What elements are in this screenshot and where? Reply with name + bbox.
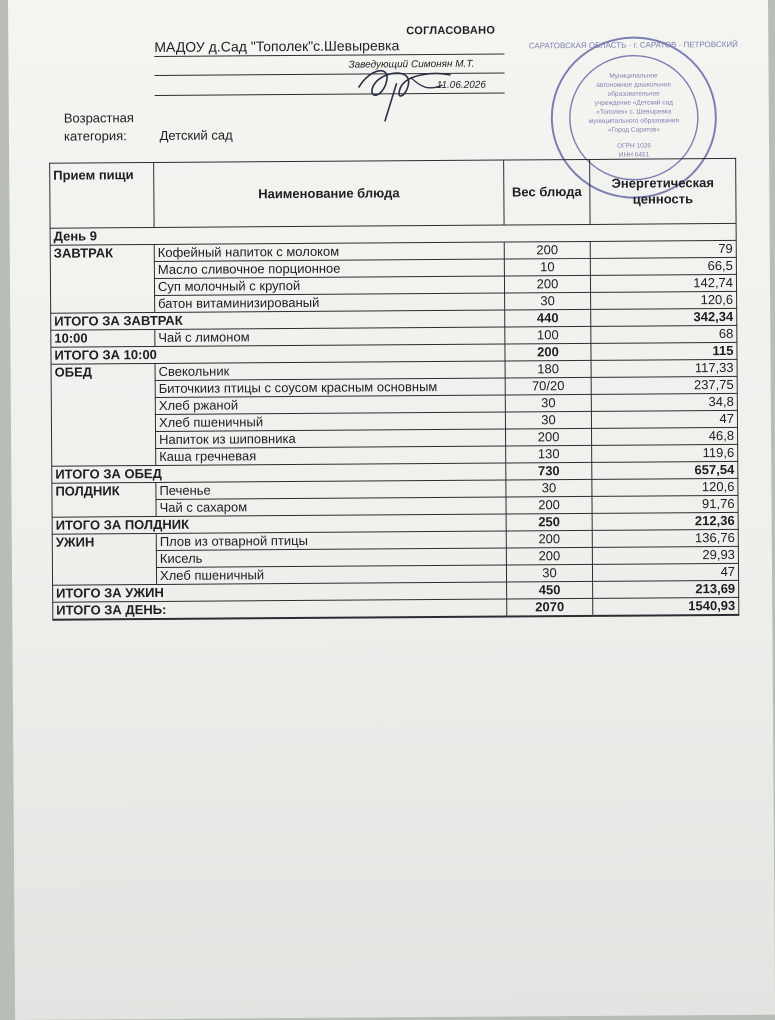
meal-total-label: ИТОГО ЗА УЖИН xyxy=(53,582,507,602)
dish-energy: 79 xyxy=(590,240,736,258)
dish-name: Чай с сахаром xyxy=(156,497,506,516)
dish-weight: 200 xyxy=(506,496,592,514)
dish-energy: 46,8 xyxy=(592,427,738,445)
stamp-line: образовательное xyxy=(607,90,660,98)
meal-total-weight: 250 xyxy=(506,513,592,531)
day-label: День 9 xyxy=(50,223,736,245)
stamp-line: «Город Саратов» xyxy=(607,126,660,134)
dish-weight: 30 xyxy=(505,292,591,310)
dish-energy: 142,74 xyxy=(590,274,736,292)
head-name: Заведующий Симонян М.Т. xyxy=(348,58,475,71)
meal-total-weight: 730 xyxy=(506,462,592,480)
table-header-row xyxy=(50,158,736,228)
meal-name: ПОЛДНИК xyxy=(52,482,156,517)
meal-total-weight: 200 xyxy=(505,343,591,361)
stamp-line: Муниципальное xyxy=(609,72,658,80)
stamp-line: автономное дошкольное xyxy=(596,81,672,89)
organization-name: МАДОУ д.Сад "Тополек"с.Шевыревка xyxy=(154,37,400,55)
meal-total-label: ИТОГО ЗА ЗАВТРАК xyxy=(51,310,505,330)
dish-weight: 30 xyxy=(506,564,592,582)
dish-weight: 70/20 xyxy=(505,377,591,395)
dish-energy: 119,6 xyxy=(592,444,738,462)
dish-name: Напиток из шиповника xyxy=(156,429,506,448)
dish-name: Хлеб пшеничный xyxy=(155,412,505,431)
dish-name: батон витаминизированый xyxy=(155,293,505,312)
meal-total-label: ИТОГО ЗА ПОЛДНИК xyxy=(52,514,506,534)
stamp-line: учреждение «Детский сад xyxy=(594,99,673,107)
column-header-dish: Наименование блюда xyxy=(154,160,504,227)
dish-weight: 200 xyxy=(504,275,590,293)
day-total-weight: 2070 xyxy=(507,598,593,616)
dish-energy: 117,33 xyxy=(591,359,737,377)
dish-weight: 200 xyxy=(506,428,592,446)
approval-title: СОГЛАСОВАНО xyxy=(406,24,496,38)
dish-energy: 91,76 xyxy=(592,495,738,513)
age-category-label: категория: xyxy=(63,128,127,144)
menu-table xyxy=(49,158,739,621)
dish-name: Плов из отварной птицы xyxy=(156,531,506,550)
meal-total-label: ИТОГО ЗА ОБЕД xyxy=(52,463,506,483)
dish-weight: 100 xyxy=(505,326,591,344)
meal-total-energy: 213,69 xyxy=(593,580,739,598)
approval-date: 11.06.2026 xyxy=(436,79,486,92)
dish-name: Каша гречневая xyxy=(156,446,506,465)
handwritten-signature xyxy=(350,57,460,124)
column-header-energy: Энергетическая ценность xyxy=(590,158,736,224)
dish-weight: 180 xyxy=(505,360,591,378)
meal-total-energy: 212,36 xyxy=(592,512,738,530)
dish-energy: 34,8 xyxy=(591,393,737,411)
dish-weight: 200 xyxy=(506,547,592,565)
dish-energy: 120,6 xyxy=(591,291,737,309)
dish-name: Масло сливочное порционное xyxy=(154,259,504,278)
meal-total-weight: 450 xyxy=(507,581,593,599)
dish-energy: 68 xyxy=(591,325,737,343)
stamp-outer-text: САРАТОВСКАЯ ОБЛАСТЬ · г. САРАТОВ · ПЕТРОВСКИЙ xyxy=(528,39,738,51)
dish-energy: 29,93 xyxy=(592,546,738,564)
dish-energy: 237,75 xyxy=(591,376,737,394)
dish-name: Свекольник xyxy=(155,361,505,380)
age-category xyxy=(64,108,233,145)
dish-weight: 10 xyxy=(504,258,590,276)
dish-energy: 66,5 xyxy=(590,257,736,275)
dish-weight: 30 xyxy=(506,479,592,497)
dish-name: Хлеб ржаной xyxy=(155,395,505,414)
column-header-weight: Вес блюда xyxy=(504,159,590,225)
column-header-meal: Прием пищи xyxy=(50,162,154,228)
meal-name: УЖИН xyxy=(52,533,156,585)
meal-total-energy: 342,34 xyxy=(591,308,737,326)
age-category-label: Возрастная xyxy=(63,110,134,126)
menu-sheet xyxy=(8,0,775,1020)
dish-weight: 200 xyxy=(506,530,592,548)
dish-name: Кисель xyxy=(156,548,506,567)
dish-energy: 47 xyxy=(591,410,737,428)
meal-name: ОБЕД xyxy=(51,363,156,466)
dish-weight: 30 xyxy=(505,411,591,429)
dish-weight: 200 xyxy=(504,241,590,259)
dish-name: Биточкииз птицы с соусом красным основным xyxy=(155,378,505,397)
dish-weight: 30 xyxy=(505,394,591,412)
day-total-energy: 1540,93 xyxy=(593,597,739,616)
stamp-line: ИНН 6451 xyxy=(618,151,650,159)
dish-name: Суп молочный с крупой xyxy=(154,276,504,295)
dish-name: Чай с лимоном xyxy=(155,327,505,346)
meal-total-weight: 440 xyxy=(505,309,591,327)
age-category-value: Детский сад xyxy=(159,127,233,143)
meal-name: ЗАВТРАК xyxy=(50,244,154,313)
meal-name: 10:00 xyxy=(51,329,155,347)
dish-name: Печенье xyxy=(156,480,506,499)
stamp-line: муниципального образования xyxy=(588,117,680,125)
dish-energy: 136,76 xyxy=(592,529,738,547)
day-total-label: ИТОГО ЗА ДЕНЬ: xyxy=(53,599,507,620)
meal-total-label: ИТОГО ЗА 10:00 xyxy=(51,344,505,364)
dish-energy: 47 xyxy=(592,563,738,581)
meal-total-energy: 115 xyxy=(591,342,737,360)
stamp-line: «Тополек» с. Шевыревка xyxy=(596,108,672,116)
stamp-line: ОГРН 1026 xyxy=(617,142,651,150)
meal-total-energy: 657,54 xyxy=(592,461,738,479)
dish-weight: 130 xyxy=(506,445,592,463)
dish-energy: 120,6 xyxy=(592,478,738,496)
dish-name: Кофейный напиток с молоком xyxy=(154,242,504,261)
dish-name: Хлеб пшеничный xyxy=(156,565,506,584)
